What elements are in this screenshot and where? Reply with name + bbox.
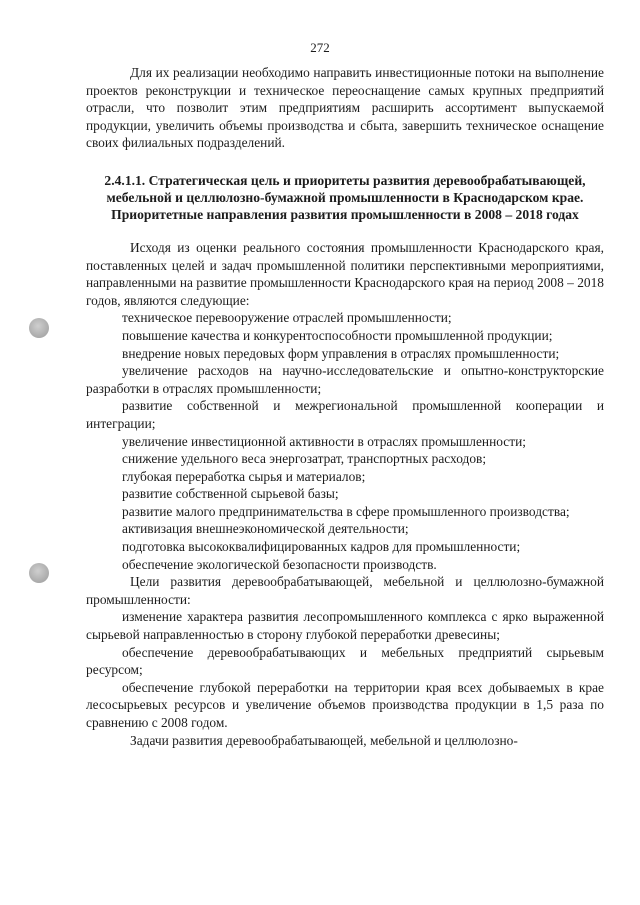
intro-paragraph: Для их реализации необходимо направить инвестиционные потоки на выполнение проектов реконструкции и техническое переоснащение самых крупных предприятий отрасли, что позволит этим предприятиям расширить ассортимент выпускаемой продукции, увеличить объемы производства и сбыта, завершить техническое оснащение своих филиальных подразделений. bbox=[86, 65, 604, 151]
goal-item: обеспечение деревообрабатывающих и мебельных предприятий сырьевым ресурсом; bbox=[86, 644, 604, 678]
priority-item: активизация внешнеэкономической деятельности; bbox=[122, 521, 409, 537]
goal-item: обеспечение глубокой переработки на территории края всех добываемых в крае лесосырьевых ресурсов и увеличение объемов производства продукции в 1,5 раза по сравнению с 2008 годом. bbox=[86, 679, 604, 730]
binder-hole-icon bbox=[29, 563, 49, 583]
page-number: 272 bbox=[310, 40, 330, 55]
priority-item: внедрение новых передовых форм управления в отраслях промышленности; bbox=[122, 345, 560, 361]
priority-item: повышение качества и конкурентоспособности промышленной продукции; bbox=[122, 327, 553, 343]
priority-item: техническое перевооружение отраслей промышленности; bbox=[122, 310, 452, 326]
priority-item: глубокая переработка сырья и материалов; bbox=[122, 468, 366, 484]
priority-item: обеспечение экологической безопасности производств. bbox=[122, 556, 437, 572]
priority-item: подготовка высококвалифицированных кадров для промышленности; bbox=[122, 539, 521, 555]
priorities-intro: Исходя из оценки реального состояния промышленности Краснодарского края, поставленных целей и задач промышленной политики перспективными мероприятиями, направленными на развитие промышленности Краснодарского края на период 2008 – 2018 годов, являются следующие: bbox=[86, 239, 604, 308]
goals-intro: Цели развития деревообрабатывающей, мебельной и целлюлозно-бумажной промышленности: bbox=[86, 574, 604, 607]
page-text bbox=[86, 64, 604, 749]
priority-item: развитие собственной и межрегиональной промышленной кооперации и интеграции; bbox=[86, 398, 604, 431]
priority-item: развитие малого предпринимательства в сфере промышленного производства; bbox=[122, 503, 570, 519]
tasks-intro: Задачи развития деревообрабатывающей, мебельной и целлюлозно- bbox=[130, 732, 518, 748]
goal-item: изменение характера развития лесопромышленного комплекса с ярко выраженной сырьевой направленностью в сторону глубокой переработки древесины; bbox=[86, 609, 604, 643]
priority-item: снижение удельного веса энергозатрат, транспортных расходов; bbox=[122, 451, 487, 467]
binder-hole-icon bbox=[29, 318, 49, 338]
priority-item: увеличение инвестиционной активности в отраслях промышленности; bbox=[122, 433, 526, 449]
priority-item: увеличение расходов на научно-исследовательские и опытно-конструкторские разработки в отраслях промышленности; bbox=[86, 363, 604, 396]
priority-item: развитие собственной сырьевой базы; bbox=[122, 486, 339, 502]
section-heading: 2.4.1.1. Стратегическая цель и приоритеты развития деревообрабатывающей, мебельной и целлюлозно-бумажной промышленности в Краснодарском крае. Приоритетные направления развития промышленности в 2008 – 2018 годах bbox=[104, 172, 586, 222]
